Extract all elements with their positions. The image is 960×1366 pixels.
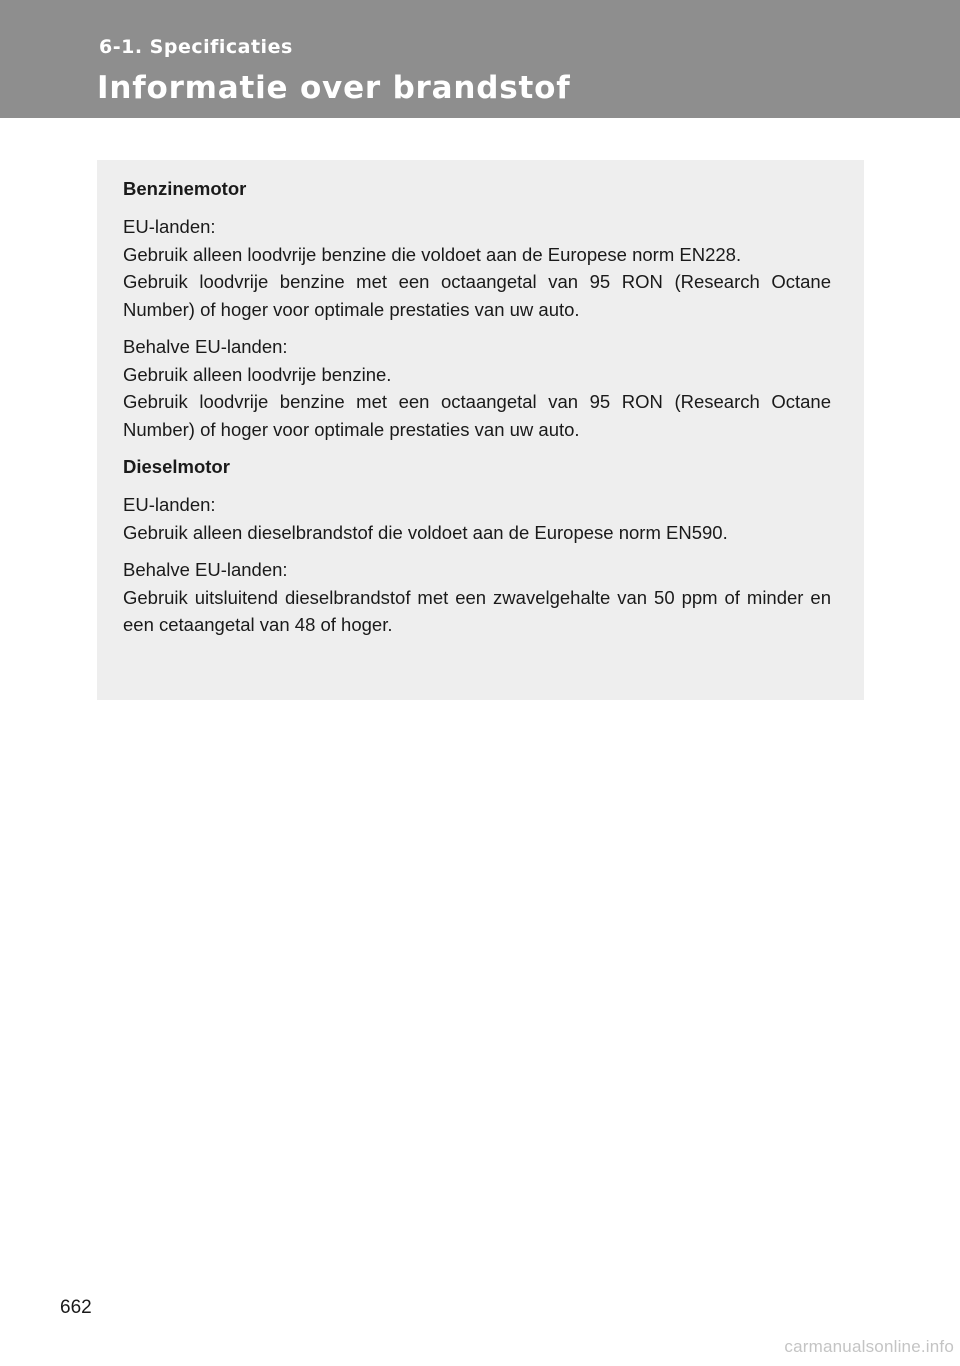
diesel-eu-line1: Gebruik alleen dieselbrandstof die voldoet aan de Europese norm EN590. [123,521,728,543]
section-label: 6-1. Specificaties [99,36,293,58]
petrol-non-eu-label: Behalve EU-landen: [123,336,288,357]
petrol-eu-line2: Gebruik loodvrije benzine met een octaangetal van 95 RON (Research Octane Number) of hoger voor optimale prestaties van uw auto. [123,271,831,320]
petrol-eu-line1: Gebruik alleen loodvrije benzine die voldoet aan de Europese norm EN228. [123,243,742,265]
fuel-info-box [97,160,864,700]
petrol-eu-label: EU-landen: [123,216,216,237]
petrol-heading: Benzinemotor [123,178,247,199]
diesel-non-eu-line1: Gebruik uitsluitend dieselbrandstof met een zwavelgehalte van 50 ppm of minder en een cetaangetal van 48 of hoger. [123,586,831,635]
diesel-non-eu-paragraph [123,556,831,639]
diesel-heading: Dieselmotor [123,456,230,477]
diesel-non-eu-label: Behalve EU-landen: [123,559,288,580]
petrol-non-eu-paragraph [123,333,831,443]
petrol-non-eu-line1: Gebruik alleen loodvrije benzine. [123,363,392,385]
diesel-eu-label: EU-landen: [123,494,216,515]
petrol-eu-paragraph [123,213,831,323]
page-title: Informatie over brandstof [97,70,571,106]
petrol-non-eu-line2: Gebruik loodvrije benzine met een octaangetal van 95 RON (Research Octane Number) of hoger voor optimale prestaties van uw auto. [123,391,831,440]
diesel-eu-paragraph [123,491,831,546]
page-number: 662 [60,1297,92,1318]
watermark: carmanualsonline.info [784,1337,954,1356]
